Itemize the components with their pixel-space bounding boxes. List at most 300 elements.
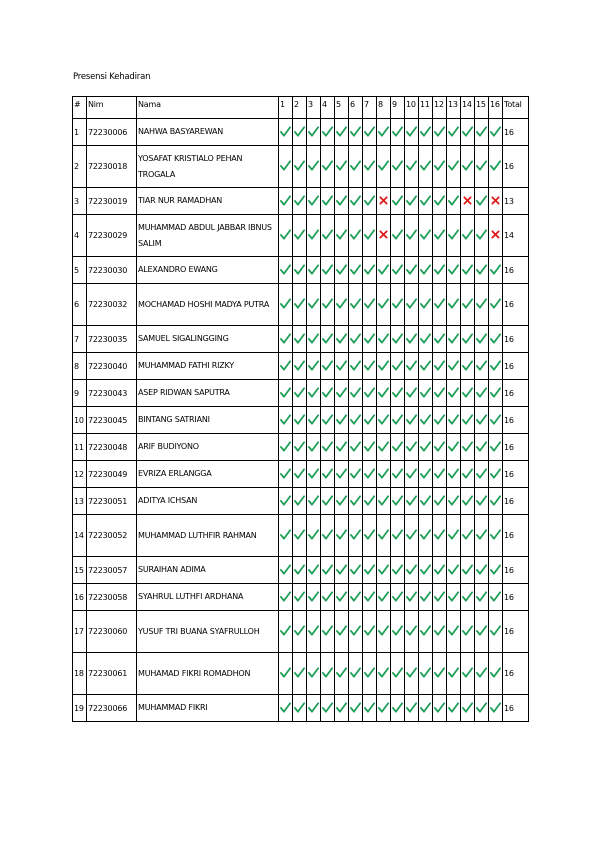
check-icon [392, 387, 403, 398]
check-icon [476, 195, 487, 206]
student-nim: 72230051 [87, 488, 137, 515]
table-row [73, 326, 529, 353]
attendance-cell [307, 515, 321, 557]
attendance-cell [349, 215, 363, 257]
attendance-cell [475, 380, 489, 407]
attendance-cell [447, 488, 461, 515]
header-session: 11 [419, 97, 433, 119]
attendance-cell [363, 488, 377, 515]
check-icon [294, 387, 305, 398]
check-icon [434, 495, 445, 506]
check-icon [378, 667, 389, 678]
check-icon [406, 564, 417, 575]
check-icon [378, 360, 389, 371]
check-icon [322, 360, 333, 371]
row-number: 5 [73, 257, 87, 284]
attendance-cell [447, 557, 461, 584]
check-icon [462, 126, 473, 137]
check-icon [378, 387, 389, 398]
check-icon [280, 667, 291, 678]
attendance-cell [349, 188, 363, 215]
attendance-cell [377, 188, 391, 215]
check-icon [364, 126, 375, 137]
check-icon [462, 160, 473, 171]
attendance-total: 16 [503, 557, 529, 584]
table-row [73, 488, 529, 515]
attendance-total: 14 [503, 215, 529, 257]
check-icon [280, 298, 291, 309]
attendance-cell [391, 119, 405, 146]
student-name: YOSAFAT KRISTIALO PEHAN TROGALA [137, 146, 279, 188]
student-nim: 72230048 [87, 434, 137, 461]
attendance-cell [335, 515, 349, 557]
attendance-cell [489, 461, 503, 488]
attendance-cell [475, 188, 489, 215]
attendance-cell [363, 695, 377, 722]
check-icon [322, 591, 333, 602]
check-icon [280, 591, 291, 602]
attendance-cell [391, 326, 405, 353]
check-icon [336, 625, 347, 636]
check-icon [448, 160, 459, 171]
attendance-cell [391, 146, 405, 188]
row-number: 9 [73, 380, 87, 407]
attendance-cell [321, 380, 335, 407]
attendance-cell [447, 584, 461, 611]
check-icon [392, 160, 403, 171]
cross-icon [379, 196, 388, 205]
attendance-cell [461, 326, 475, 353]
attendance-cell [279, 695, 293, 722]
attendance-cell [377, 257, 391, 284]
attendance-cell [363, 380, 377, 407]
attendance-cell [405, 146, 419, 188]
attendance-cell [433, 584, 447, 611]
attendance-cell [349, 257, 363, 284]
check-icon [336, 195, 347, 206]
attendance-cell [363, 215, 377, 257]
attendance-cell [433, 611, 447, 653]
attendance-cell [489, 407, 503, 434]
attendance-cell [279, 215, 293, 257]
attendance-cell [461, 215, 475, 257]
check-icon [280, 264, 291, 275]
check-icon [490, 702, 501, 713]
attendance-cell [363, 584, 377, 611]
attendance-cell [475, 488, 489, 515]
table-row [73, 434, 529, 461]
attendance-total: 16 [503, 353, 529, 380]
attendance-cell [307, 119, 321, 146]
check-icon [364, 495, 375, 506]
check-icon [420, 702, 431, 713]
attendance-cell [293, 653, 307, 695]
attendance-cell [419, 515, 433, 557]
student-nim: 72230049 [87, 461, 137, 488]
attendance-cell [363, 146, 377, 188]
attendance-cell [321, 434, 335, 461]
check-icon [294, 298, 305, 309]
check-icon [308, 160, 319, 171]
attendance-cell [391, 584, 405, 611]
check-icon [392, 195, 403, 206]
attendance-cell [377, 215, 391, 257]
attendance-cell [405, 515, 419, 557]
attendance-cell [279, 284, 293, 326]
attendance-cell [433, 119, 447, 146]
table-row [73, 188, 529, 215]
attendance-cell [321, 407, 335, 434]
student-name: ASEP RIDWAN SAPUTRA [137, 380, 279, 407]
check-icon [350, 195, 361, 206]
attendance-cell [489, 584, 503, 611]
attendance-cell [475, 434, 489, 461]
check-icon [280, 529, 291, 540]
check-icon [490, 387, 501, 398]
check-icon [322, 387, 333, 398]
check-icon [294, 441, 305, 452]
check-icon [322, 441, 333, 452]
check-icon [392, 414, 403, 425]
student-nim: 72230061 [87, 653, 137, 695]
cross-icon [463, 196, 472, 205]
check-icon [434, 468, 445, 479]
attendance-cell [461, 257, 475, 284]
attendance-cell [307, 257, 321, 284]
check-icon [322, 264, 333, 275]
check-icon [336, 360, 347, 371]
attendance-cell [349, 515, 363, 557]
check-icon [406, 333, 417, 344]
header-session: 6 [349, 97, 363, 119]
attendance-cell [405, 584, 419, 611]
attendance-cell [321, 326, 335, 353]
check-icon [406, 160, 417, 171]
header-session: 5 [335, 97, 349, 119]
header-no: # [73, 97, 87, 119]
attendance-cell [363, 188, 377, 215]
attendance-cell [349, 284, 363, 326]
check-icon [308, 360, 319, 371]
student-nim: 72230058 [87, 584, 137, 611]
student-nim: 72230029 [87, 215, 137, 257]
attendance-cell [475, 461, 489, 488]
attendance-cell [433, 188, 447, 215]
check-icon [406, 360, 417, 371]
check-icon [392, 591, 403, 602]
attendance-cell [321, 215, 335, 257]
student-nim: 72230018 [87, 146, 137, 188]
attendance-cell [321, 146, 335, 188]
row-number: 15 [73, 557, 87, 584]
attendance-cell [461, 461, 475, 488]
attendance-cell [377, 557, 391, 584]
header-total: Total [503, 97, 529, 119]
attendance-cell [279, 353, 293, 380]
attendance-cell [349, 584, 363, 611]
check-icon [378, 702, 389, 713]
table-row [73, 557, 529, 584]
check-icon [448, 564, 459, 575]
attendance-total: 16 [503, 584, 529, 611]
attendance-cell [377, 695, 391, 722]
attendance-cell [461, 515, 475, 557]
check-icon [280, 414, 291, 425]
attendance-cell [349, 353, 363, 380]
student-nim: 72230032 [87, 284, 137, 326]
check-icon [350, 414, 361, 425]
check-icon [350, 333, 361, 344]
attendance-cell [447, 146, 461, 188]
attendance-cell [447, 434, 461, 461]
attendance-cell [419, 488, 433, 515]
check-icon [490, 333, 501, 344]
row-number: 11 [73, 434, 87, 461]
check-icon [420, 441, 431, 452]
attendance-cell [405, 326, 419, 353]
attendance-cell [307, 695, 321, 722]
header-session: 13 [447, 97, 461, 119]
header-nim: Nim [87, 97, 137, 119]
attendance-cell [489, 353, 503, 380]
check-icon [350, 495, 361, 506]
attendance-cell [377, 146, 391, 188]
attendance-cell [461, 584, 475, 611]
attendance-cell [447, 326, 461, 353]
student-nim: 72230045 [87, 407, 137, 434]
attendance-cell [349, 146, 363, 188]
attendance-cell [321, 119, 335, 146]
check-icon [490, 160, 501, 171]
table-row [73, 284, 529, 326]
check-icon [364, 414, 375, 425]
attendance-cell [335, 434, 349, 461]
check-icon [448, 529, 459, 540]
attendance-cell [461, 146, 475, 188]
check-icon [448, 702, 459, 713]
check-icon [490, 667, 501, 678]
student-nim: 72230043 [87, 380, 137, 407]
check-icon [294, 229, 305, 240]
check-icon [490, 564, 501, 575]
row-number: 14 [73, 515, 87, 557]
attendance-cell [279, 434, 293, 461]
attendance-cell [335, 257, 349, 284]
check-icon [434, 160, 445, 171]
check-icon [406, 495, 417, 506]
attendance-cell [419, 353, 433, 380]
check-icon [434, 387, 445, 398]
attendance-cell [377, 515, 391, 557]
attendance-cell [461, 407, 475, 434]
check-icon [364, 333, 375, 344]
check-icon [392, 229, 403, 240]
table-row [73, 380, 529, 407]
check-icon [280, 229, 291, 240]
check-icon [420, 591, 431, 602]
check-icon [448, 195, 459, 206]
student-nim: 72230060 [87, 611, 137, 653]
table-row [73, 407, 529, 434]
attendance-cell [293, 353, 307, 380]
check-icon [308, 298, 319, 309]
header-session: 4 [321, 97, 335, 119]
check-icon [462, 229, 473, 240]
header-session: 10 [405, 97, 419, 119]
check-icon [434, 264, 445, 275]
check-icon [420, 667, 431, 678]
check-icon [406, 195, 417, 206]
check-icon [350, 387, 361, 398]
attendance-cell [447, 380, 461, 407]
attendance-cell [377, 326, 391, 353]
attendance-cell [307, 284, 321, 326]
attendance-cell [419, 188, 433, 215]
attendance-cell [335, 695, 349, 722]
check-icon [490, 298, 501, 309]
attendance-cell [293, 284, 307, 326]
check-icon [420, 264, 431, 275]
check-icon [336, 591, 347, 602]
check-icon [364, 360, 375, 371]
attendance-cell [391, 488, 405, 515]
cross-icon [491, 230, 500, 239]
check-icon [322, 529, 333, 540]
row-number: 17 [73, 611, 87, 653]
attendance-cell [293, 380, 307, 407]
attendance-cell [433, 257, 447, 284]
check-icon [490, 126, 501, 137]
attendance-total: 16 [503, 515, 529, 557]
attendance-cell [279, 380, 293, 407]
check-icon [392, 702, 403, 713]
check-icon [462, 468, 473, 479]
attendance-cell [363, 326, 377, 353]
attendance-cell [307, 326, 321, 353]
check-icon [364, 298, 375, 309]
check-icon [322, 468, 333, 479]
check-icon [420, 564, 431, 575]
attendance-total: 16 [503, 488, 529, 515]
student-name: TIAR NUR RAMADHAN [137, 188, 279, 215]
attendance-cell [461, 488, 475, 515]
check-icon [476, 298, 487, 309]
check-icon [420, 160, 431, 171]
check-icon [448, 495, 459, 506]
attendance-cell [405, 353, 419, 380]
attendance-cell [363, 557, 377, 584]
check-icon [364, 387, 375, 398]
check-icon [378, 468, 389, 479]
check-icon [448, 468, 459, 479]
check-icon [280, 360, 291, 371]
student-name: MUHAMAD FIKRI ROMADHON [137, 653, 279, 695]
check-icon [392, 333, 403, 344]
attendance-cell [447, 407, 461, 434]
student-name: ADITYA ICHSAN [137, 488, 279, 515]
check-icon [476, 667, 487, 678]
attendance-cell [307, 461, 321, 488]
check-icon [378, 564, 389, 575]
check-icon [434, 591, 445, 602]
check-icon [420, 387, 431, 398]
attendance-cell [377, 488, 391, 515]
check-icon [462, 333, 473, 344]
attendance-cell [489, 284, 503, 326]
table-row [73, 215, 529, 257]
check-icon [448, 667, 459, 678]
attendance-cell [377, 380, 391, 407]
attendance-cell [307, 353, 321, 380]
row-number: 7 [73, 326, 87, 353]
student-nim: 72230035 [87, 326, 137, 353]
check-icon [378, 333, 389, 344]
student-nim: 72230066 [87, 695, 137, 722]
check-icon [476, 495, 487, 506]
attendance-cell [489, 695, 503, 722]
header-session: 3 [307, 97, 321, 119]
attendance-total: 16 [503, 119, 529, 146]
attendance-cell [293, 488, 307, 515]
check-icon [336, 414, 347, 425]
check-icon [462, 495, 473, 506]
attendance-cell [279, 557, 293, 584]
check-icon [294, 468, 305, 479]
check-icon [322, 298, 333, 309]
check-icon [350, 591, 361, 602]
attendance-cell [419, 257, 433, 284]
check-icon [434, 441, 445, 452]
attendance-cell [391, 611, 405, 653]
attendance-cell [377, 611, 391, 653]
attendance-cell [475, 284, 489, 326]
check-icon [322, 414, 333, 425]
check-icon [322, 564, 333, 575]
check-icon [462, 387, 473, 398]
check-icon [462, 441, 473, 452]
attendance-cell [447, 215, 461, 257]
check-icon [462, 360, 473, 371]
check-icon [420, 229, 431, 240]
attendance-cell [307, 653, 321, 695]
check-icon [294, 360, 305, 371]
attendance-cell [475, 119, 489, 146]
attendance-total: 16 [503, 146, 529, 188]
attendance-cell [321, 284, 335, 326]
check-icon [448, 333, 459, 344]
attendance-cell [405, 434, 419, 461]
header-session: 1 [279, 97, 293, 119]
check-icon [336, 468, 347, 479]
attendance-cell [433, 284, 447, 326]
attendance-cell [307, 584, 321, 611]
check-icon [476, 441, 487, 452]
check-icon [350, 360, 361, 371]
check-icon [294, 702, 305, 713]
attendance-cell [279, 257, 293, 284]
check-icon [476, 333, 487, 344]
check-icon [476, 264, 487, 275]
attendance-cell [363, 407, 377, 434]
check-icon [476, 387, 487, 398]
attendance-cell [377, 584, 391, 611]
attendance-cell [293, 515, 307, 557]
table-row [73, 695, 529, 722]
attendance-cell [405, 284, 419, 326]
attendance-total: 16 [503, 653, 529, 695]
attendance-cell [307, 611, 321, 653]
check-icon [462, 625, 473, 636]
